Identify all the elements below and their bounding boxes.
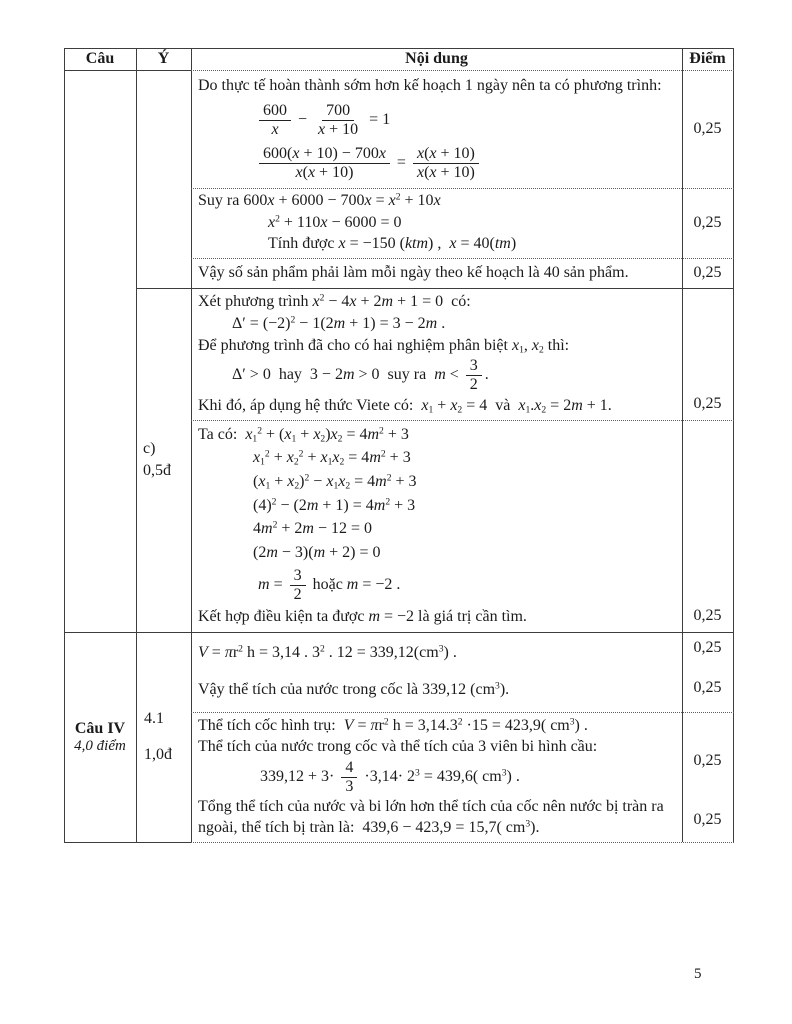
row-content-7 bbox=[191, 712, 682, 842]
part-41-cell bbox=[136, 632, 191, 842]
math-segment: = bbox=[392, 154, 410, 172]
content-line bbox=[198, 76, 676, 96]
points-value: 0,25 bbox=[693, 811, 722, 828]
part-c-points: 0,5đ bbox=[143, 462, 171, 479]
content-line bbox=[198, 234, 676, 254]
row-content-2 bbox=[191, 188, 682, 258]
points-value: 0,25 bbox=[693, 214, 722, 231]
content-line bbox=[198, 336, 676, 356]
math-segment: = 1 bbox=[365, 111, 391, 129]
math-segment: $x^2 - 4x + 2m + 1 = 0$ bbox=[312, 292, 444, 310]
content-line bbox=[198, 567, 676, 604]
text-segment: Xét phương trình bbox=[198, 292, 313, 310]
text-segment: Vậy thể tích của nước trong cốc là bbox=[198, 681, 423, 699]
part-41-label: 4.1 bbox=[144, 710, 164, 727]
text-segment: hoặc bbox=[308, 575, 347, 593]
content-line bbox=[198, 737, 676, 757]
header-y: Ý bbox=[157, 50, 170, 67]
content-line bbox=[198, 797, 676, 838]
header-diem: Điểm bbox=[689, 50, 726, 67]
math-segment: 339,12 $(cm^3)$. bbox=[422, 681, 510, 699]
math-segment: m = bbox=[258, 575, 287, 593]
text-segment: là giá trị cần tìm. bbox=[414, 607, 527, 625]
text-segment: Tính được bbox=[268, 235, 339, 253]
text-segment: Do thực tế hoàn thành sớm hơn kế hoạch 1 ngày nên ta có phương trình: bbox=[198, 76, 662, 94]
points-value: 0,25 bbox=[693, 120, 722, 137]
fraction: $\frac{4}{3}$ bbox=[341, 759, 357, 796]
content-line bbox=[198, 191, 676, 211]
points-value: 0,25 bbox=[693, 639, 722, 656]
math-segment: 339,12 + 3· bbox=[260, 768, 339, 786]
part-c-cell bbox=[136, 288, 191, 632]
row-points-4 bbox=[682, 288, 733, 420]
math-segment: $x_1 + x_2 = 4$ bbox=[421, 396, 488, 416]
points-value: 0,25 bbox=[693, 395, 722, 412]
math-segment: $x_1^2 + (x_1 + x_2)x_2 = 4m^2 + 3$ bbox=[245, 425, 409, 444]
content-line bbox=[198, 145, 676, 182]
math-segment: 3 − 2m > 0 bbox=[309, 366, 380, 384]
math-segment: (2m − 3)(m + 2) = 0 bbox=[253, 544, 381, 562]
grid-line-horizontal bbox=[64, 842, 192, 843]
content-line bbox=[198, 716, 676, 736]
part-41-points: 1,0đ bbox=[144, 746, 172, 763]
content-line bbox=[198, 607, 676, 627]
math-segment: m < bbox=[434, 366, 463, 384]
text-segment: hay bbox=[270, 366, 310, 384]
math-segment: . bbox=[484, 366, 489, 384]
math-segment: Δ′ > 0 bbox=[232, 366, 271, 384]
math-segment: 40 bbox=[543, 263, 560, 281]
text-segment: Khi đó, áp dụng hệ thức Viete có: bbox=[198, 396, 422, 414]
question-points: 4,0 điểm bbox=[74, 737, 126, 754]
math-segment: $\Delta' = (-2)^2 - 1(2m + 1) = 3 - 2m$ . bbox=[232, 314, 446, 332]
math-segment: $x_1.x_2 = 2m + 1$. bbox=[518, 396, 612, 416]
math-segment: $4m^2 + 2m - 12 = 0$ bbox=[253, 520, 372, 538]
text-segment: Vậy số sản phẩm phải làm mỗi ngày theo kế hoạch là bbox=[198, 263, 544, 281]
math-segment: m = −2 . bbox=[346, 575, 401, 593]
text-segment: Để phương trình đã cho có hai nghiệm phân biệt bbox=[198, 336, 512, 354]
question-label-cell bbox=[64, 632, 136, 842]
text-segment: Ta có: bbox=[198, 425, 246, 443]
math-segment: $x^2 + 110x - 6000 = 0$ bbox=[268, 213, 402, 231]
text-segment: có: bbox=[443, 292, 471, 310]
content-line bbox=[198, 314, 676, 334]
row-content-1 bbox=[191, 70, 682, 188]
question-number: Câu IV bbox=[74, 719, 126, 737]
text-segment: và bbox=[487, 396, 519, 414]
row-content-3 bbox=[191, 258, 682, 288]
fraction: $\frac{600}{x}$ bbox=[259, 102, 291, 139]
row-content-5 bbox=[191, 420, 682, 632]
math-segment: 439,6 − 423,9 = 15,7( $cm^3$). bbox=[362, 818, 540, 836]
text-segment: Suy ra bbox=[198, 192, 244, 210]
math-segment: $(x_1 + x_2)^2 - x_1x_2 = 4m^2 + 3$ bbox=[253, 472, 417, 492]
text-segment: suy ra bbox=[379, 366, 435, 384]
header-cau: Câu bbox=[85, 50, 115, 67]
row-points-6 bbox=[682, 632, 733, 712]
content-line bbox=[198, 643, 676, 663]
content-line bbox=[198, 759, 676, 796]
fraction: $\frac{700}{x + 10}$ bbox=[318, 102, 359, 139]
row-points-1 bbox=[682, 70, 733, 188]
points-value: 0,25 bbox=[693, 264, 722, 281]
content-line bbox=[198, 357, 676, 394]
content-line bbox=[198, 292, 676, 312]
content-line bbox=[198, 448, 676, 468]
math-segment: $x_1^2 + x_2^2 + x_1x_2 = 4m^2 + 3$ bbox=[253, 449, 411, 468]
points-value: 0,25 bbox=[693, 752, 722, 769]
content-line bbox=[198, 102, 676, 139]
math-segment: x = −150 (ktm) , x = 40(tm) bbox=[338, 235, 517, 253]
content-line bbox=[198, 496, 676, 516]
content-line bbox=[198, 425, 676, 445]
row-points-7 bbox=[682, 712, 733, 842]
points-value: 0,25 bbox=[693, 679, 722, 696]
math-segment: − bbox=[294, 111, 312, 129]
math-segment: $(4)^2 - (2m + 1) = 4m^2 + 3$ bbox=[253, 496, 416, 514]
grid-line-horizontal bbox=[191, 842, 734, 843]
text-segment: sản phẩm. bbox=[559, 263, 629, 281]
text-segment: Tổng thể tích của nước và bi lớn hơn thể tích của cốc nên nước bị tràn ra ngoài, thể tích bị tràn là: bbox=[198, 798, 668, 836]
row-points-5 bbox=[682, 420, 733, 632]
content-line bbox=[198, 519, 676, 539]
page-number: 5 bbox=[694, 966, 702, 982]
content-line bbox=[198, 543, 676, 563]
text-segment: Kết hợp điều kiện ta được bbox=[198, 607, 369, 625]
content-line bbox=[198, 263, 676, 283]
content-line bbox=[198, 680, 676, 700]
row-content-4 bbox=[191, 288, 682, 420]
text-segment: Thể tích cốc hình trụ: bbox=[198, 716, 344, 734]
content-line bbox=[198, 472, 676, 492]
content-line bbox=[198, 396, 676, 416]
fraction: $\frac{3}{2}$ bbox=[466, 357, 482, 394]
content-line bbox=[198, 213, 676, 233]
row-points-3 bbox=[682, 258, 733, 288]
row-content-6 bbox=[191, 632, 682, 712]
text-segment: Thể tích của nước trong cốc và thể tích của 3 viên bi hình cầu: bbox=[198, 738, 598, 756]
answer-key-table bbox=[64, 48, 734, 843]
math-segment: $600x + 6000 - 700x = x^2 + 10x$ bbox=[243, 192, 441, 210]
grid-line-vertical bbox=[733, 48, 734, 842]
fraction: $\frac{3}{2}$ bbox=[290, 567, 306, 604]
fraction: $\frac{600(x + 10) - 700x}{x(x + 10)}$ bbox=[259, 145, 390, 182]
points-value: 0,25 bbox=[693, 607, 722, 624]
part-c-label: c) bbox=[143, 440, 156, 458]
math-segment: m = −2 bbox=[368, 607, 415, 625]
math-segment: $V = \pi r^2$ $h = 3,14.3^2 \cdot 15 = 423,9$( $cm^3$) . bbox=[343, 716, 588, 734]
header-noidung: Nội dung bbox=[405, 50, 468, 67]
text-segment: thì: bbox=[543, 336, 570, 354]
math-segment: $\cdot 3,14\cdot 2^3 = 439,6$( $cm^3$) . bbox=[360, 768, 520, 786]
math-segment: $V = \pi r^2$ h = 3,14 . $3^2$ . $12 = 339,12(cm^3)$ . bbox=[198, 644, 457, 662]
fraction: $\frac{x(x + 10)}{x(x + 10)}$ bbox=[413, 145, 479, 182]
grid-line-horizontal bbox=[64, 70, 192, 71]
row-points-2 bbox=[682, 188, 733, 258]
math-segment: $x_1$, $x_2$ bbox=[511, 336, 544, 355]
